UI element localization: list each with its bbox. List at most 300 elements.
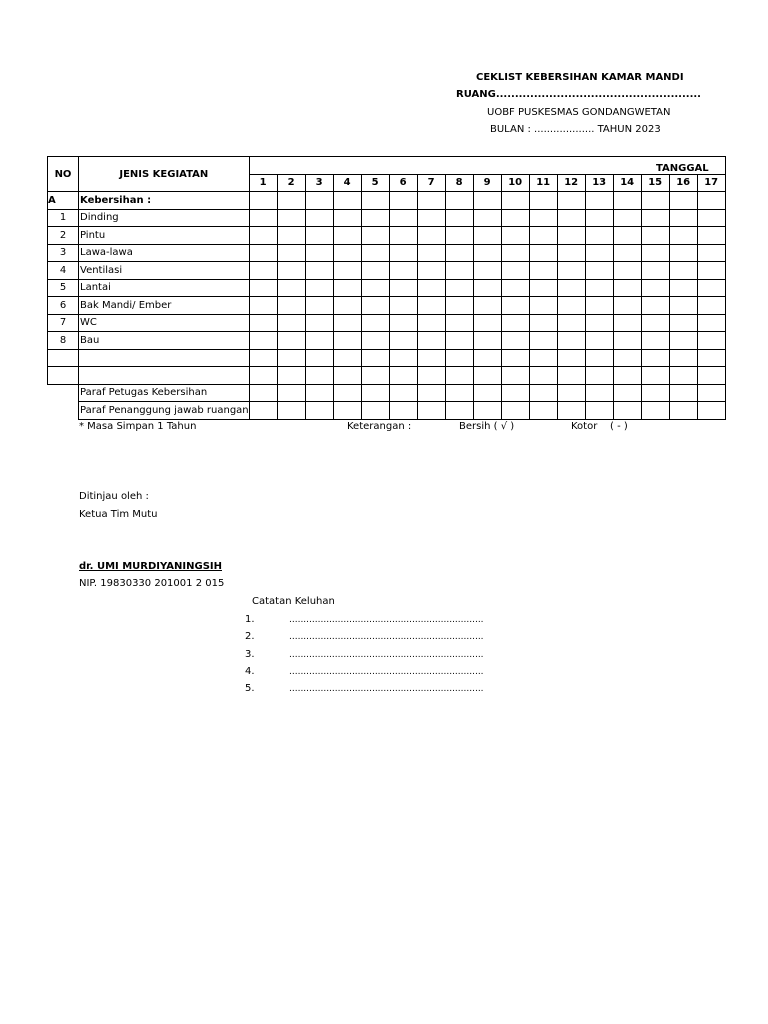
catatan-dotted-line: ....................................................................	[289, 684, 484, 695]
check-cell[interactable]	[641, 262, 669, 280]
catatan-dotted-line: ....................................................................	[289, 666, 484, 677]
check-cell[interactable]	[249, 314, 277, 332]
row-label: Pintu	[79, 227, 250, 245]
check-cell[interactable]	[361, 297, 389, 315]
paraf-petugas-label: Paraf Petugas Kebersihan	[79, 384, 250, 402]
check-cell[interactable]	[305, 262, 333, 280]
check-cell[interactable]	[501, 367, 529, 385]
check-cell[interactable]	[557, 332, 585, 350]
table-row	[48, 209, 726, 227]
day-header: 14	[613, 174, 641, 192]
check-cell[interactable]	[697, 332, 725, 350]
check-cell[interactable]	[557, 367, 585, 385]
row-number: 5	[48, 279, 79, 297]
check-cell[interactable]	[641, 297, 669, 315]
check-cell[interactable]	[249, 384, 277, 402]
check-cell[interactable]	[249, 209, 277, 227]
check-cell[interactable]	[557, 297, 585, 315]
check-cell[interactable]	[529, 384, 557, 402]
check-cell[interactable]	[249, 279, 277, 297]
paraf-penanggung-row	[48, 402, 726, 420]
row-label: Dinding	[79, 209, 250, 227]
check-cell[interactable]	[305, 297, 333, 315]
table-row	[48, 332, 726, 350]
check-cell[interactable]	[417, 314, 445, 332]
check-cell[interactable]	[361, 279, 389, 297]
check-cell[interactable]	[361, 209, 389, 227]
check-cell[interactable]	[277, 192, 305, 210]
kotor-symbol: ( - )	[610, 421, 628, 432]
check-cell[interactable]	[417, 332, 445, 350]
check-cell[interactable]	[697, 402, 725, 420]
check-cell[interactable]	[529, 262, 557, 280]
row-label: Lantai	[79, 279, 250, 297]
check-cell[interactable]	[361, 244, 389, 262]
check-cell[interactable]	[277, 209, 305, 227]
paraf-petugas-row	[48, 384, 726, 402]
check-cell[interactable]	[585, 262, 613, 280]
check-cell[interactable]	[697, 209, 725, 227]
catatan-number: 2.	[245, 631, 255, 643]
day-header: 11	[529, 174, 557, 192]
check-cell[interactable]	[305, 244, 333, 262]
check-cell[interactable]	[557, 262, 585, 280]
check-cell[interactable]	[501, 314, 529, 332]
check-cell[interactable]	[445, 402, 473, 420]
day-header: 5	[361, 174, 389, 192]
check-cell[interactable]	[361, 192, 389, 210]
check-cell[interactable]	[501, 402, 529, 420]
check-cell[interactable]	[529, 367, 557, 385]
check-cell[interactable]	[389, 367, 417, 385]
check-cell[interactable]	[585, 384, 613, 402]
catatan-number: 3.	[245, 648, 255, 660]
masa-simpan-note: * Masa Simpan 1 Tahun	[79, 421, 197, 432]
check-cell[interactable]	[305, 402, 333, 420]
bersih-legend: Bersih ( √ )	[459, 421, 515, 432]
check-cell[interactable]	[305, 384, 333, 402]
check-cell[interactable]	[473, 297, 501, 315]
check-cell[interactable]	[277, 367, 305, 385]
day-header: 17	[697, 174, 725, 192]
check-cell[interactable]	[417, 192, 445, 210]
empty-row	[48, 367, 726, 385]
check-cell[interactable]	[361, 332, 389, 350]
header-no: NO	[48, 157, 79, 192]
check-cell[interactable]	[389, 279, 417, 297]
check-cell[interactable]	[585, 227, 613, 245]
check-cell[interactable]	[249, 402, 277, 420]
check-cell[interactable]	[697, 227, 725, 245]
check-cell[interactable]	[585, 367, 613, 385]
day-header: 2	[277, 174, 305, 192]
check-cell[interactable]	[501, 297, 529, 315]
table-row	[48, 279, 726, 297]
check-cell[interactable]	[277, 402, 305, 420]
check-cell[interactable]	[305, 332, 333, 350]
check-cell[interactable]	[557, 227, 585, 245]
check-cell[interactable]	[277, 332, 305, 350]
check-cell[interactable]	[473, 367, 501, 385]
check-cell[interactable]	[445, 244, 473, 262]
day-header: 12	[557, 174, 585, 192]
check-cell[interactable]	[445, 384, 473, 402]
check-cell[interactable]	[445, 297, 473, 315]
table-row	[48, 297, 726, 315]
check-cell[interactable]	[613, 262, 641, 280]
day-header: 7	[417, 174, 445, 192]
check-cell[interactable]	[697, 367, 725, 385]
check-cell[interactable]	[277, 297, 305, 315]
check-cell[interactable]	[277, 349, 305, 367]
check-cell[interactable]	[305, 209, 333, 227]
check-cell[interactable]	[473, 384, 501, 402]
check-cell[interactable]	[697, 244, 725, 262]
keterangan-label: Keterangan :	[347, 421, 412, 432]
reviewer-nip: NIP. 19830330 201001 2 015	[79, 578, 225, 589]
day-header: 13	[585, 174, 613, 192]
check-cell[interactable]	[697, 192, 725, 210]
check-cell[interactable]	[277, 262, 305, 280]
check-cell[interactable]	[389, 192, 417, 210]
check-cell[interactable]	[305, 349, 333, 367]
check-cell[interactable]	[417, 349, 445, 367]
check-cell[interactable]	[389, 332, 417, 350]
row-number: 3	[48, 244, 79, 262]
check-cell[interactable]	[501, 227, 529, 245]
check-cell[interactable]	[333, 314, 361, 332]
row-label: Bak Mandi/ Ember	[79, 297, 250, 315]
catatan-dotted-line: ....................................................................	[289, 649, 484, 660]
bulan-tahun: BULAN : ................... TAHUN 2023	[490, 124, 661, 135]
paraf-penanggung-label: Paraf Penanggung jawab ruangan	[79, 402, 250, 420]
check-cell[interactable]	[585, 209, 613, 227]
check-cell[interactable]	[333, 192, 361, 210]
header-row-1	[48, 157, 726, 175]
check-cell[interactable]	[417, 279, 445, 297]
catatan-dotted-line: ....................................................................	[289, 632, 484, 643]
check-cell[interactable]	[641, 209, 669, 227]
section-letter: A	[48, 192, 79, 210]
table-row	[48, 244, 726, 262]
header-jenis-kegiatan: JENIS KEGIATAN	[79, 157, 250, 192]
check-cell[interactable]	[501, 384, 529, 402]
check-cell[interactable]	[641, 367, 669, 385]
check-cell[interactable]	[585, 349, 613, 367]
check-cell[interactable]	[445, 314, 473, 332]
check-cell[interactable]	[641, 244, 669, 262]
check-cell[interactable]	[669, 297, 697, 315]
check-cell[interactable]	[641, 192, 669, 210]
table-row	[48, 314, 726, 332]
check-cell[interactable]	[641, 349, 669, 367]
check-cell[interactable]	[669, 367, 697, 385]
check-cell[interactable]	[473, 314, 501, 332]
kotor-legend: Kotor	[571, 421, 598, 432]
check-cell[interactable]	[613, 384, 641, 402]
check-cell[interactable]	[445, 209, 473, 227]
check-cell[interactable]	[361, 262, 389, 280]
check-cell[interactable]	[305, 279, 333, 297]
doc-title: CEKLIST KEBERSIHAN KAMAR MANDI	[476, 72, 684, 83]
check-cell[interactable]	[613, 297, 641, 315]
check-cell[interactable]	[473, 402, 501, 420]
check-cell[interactable]	[249, 192, 277, 210]
check-cell[interactable]	[277, 314, 305, 332]
check-cell[interactable]	[333, 209, 361, 227]
check-cell[interactable]	[501, 332, 529, 350]
check-cell[interactable]	[305, 367, 333, 385]
check-cell[interactable]	[669, 279, 697, 297]
check-cell[interactable]	[333, 332, 361, 350]
catatan-number: 4.	[245, 665, 255, 677]
check-cell[interactable]	[557, 209, 585, 227]
catatan-dotted-line: ....................................................................	[289, 615, 484, 625]
check-cell[interactable]	[361, 402, 389, 420]
check-cell[interactable]	[669, 244, 697, 262]
reviewer-name: dr. UMI MURDIYANINGSIH	[79, 561, 222, 572]
check-cell[interactable]	[473, 279, 501, 297]
check-cell[interactable]	[697, 314, 725, 332]
check-cell[interactable]	[389, 209, 417, 227]
check-cell[interactable]	[697, 279, 725, 297]
row-number: 1	[48, 209, 79, 227]
check-cell[interactable]	[249, 349, 277, 367]
ditinjau-label: Ditinjau oleh :	[79, 491, 149, 502]
check-cell[interactable]	[529, 349, 557, 367]
check-cell[interactable]	[529, 402, 557, 420]
check-cell[interactable]	[585, 314, 613, 332]
row-label: Ventilasi	[79, 262, 250, 280]
check-cell[interactable]	[417, 297, 445, 315]
check-cell[interactable]	[669, 209, 697, 227]
check-cell[interactable]	[529, 332, 557, 350]
day-header: 4	[333, 174, 361, 192]
check-cell[interactable]	[361, 384, 389, 402]
check-cell[interactable]	[473, 349, 501, 367]
check-cell[interactable]	[501, 262, 529, 280]
check-cell[interactable]	[389, 402, 417, 420]
check-cell[interactable]	[305, 192, 333, 210]
check-cell[interactable]	[641, 384, 669, 402]
check-cell[interactable]	[389, 349, 417, 367]
check-cell[interactable]	[333, 244, 361, 262]
header-tanggal: TANGGAL	[249, 157, 725, 175]
check-cell[interactable]	[557, 384, 585, 402]
check-cell[interactable]	[277, 227, 305, 245]
check-cell[interactable]	[669, 227, 697, 245]
check-cell[interactable]	[669, 192, 697, 210]
check-cell[interactable]	[333, 279, 361, 297]
check-cell[interactable]	[501, 192, 529, 210]
check-cell[interactable]	[641, 402, 669, 420]
check-cell[interactable]	[585, 297, 613, 315]
day-header: 9	[473, 174, 501, 192]
day-header: 1	[249, 174, 277, 192]
check-cell[interactable]	[389, 314, 417, 332]
check-cell[interactable]	[613, 402, 641, 420]
check-cell[interactable]	[697, 262, 725, 280]
check-cell[interactable]	[445, 332, 473, 350]
check-cell[interactable]	[473, 209, 501, 227]
row-number: 4	[48, 262, 79, 280]
check-cell[interactable]	[529, 297, 557, 315]
check-cell[interactable]	[249, 332, 277, 350]
check-cell[interactable]	[669, 262, 697, 280]
check-cell[interactable]	[557, 192, 585, 210]
check-cell[interactable]	[529, 244, 557, 262]
row-label: WC	[79, 314, 250, 332]
catatan-title: Catatan Keluhan	[252, 596, 335, 607]
check-cell[interactable]	[557, 279, 585, 297]
row-label: Lawa-lawa	[79, 244, 250, 262]
check-cell[interactable]	[389, 384, 417, 402]
check-cell[interactable]	[641, 314, 669, 332]
check-cell[interactable]	[277, 384, 305, 402]
check-cell[interactable]	[445, 192, 473, 210]
check-cell[interactable]	[445, 367, 473, 385]
check-cell[interactable]	[669, 349, 697, 367]
check-cell[interactable]	[361, 227, 389, 245]
check-cell[interactable]	[613, 244, 641, 262]
check-cell[interactable]	[585, 244, 613, 262]
check-cell[interactable]	[445, 227, 473, 245]
check-cell[interactable]	[669, 314, 697, 332]
check-cell[interactable]	[333, 402, 361, 420]
check-cell[interactable]	[417, 209, 445, 227]
check-cell[interactable]	[669, 384, 697, 402]
check-cell[interactable]	[641, 332, 669, 350]
check-cell[interactable]	[585, 192, 613, 210]
check-cell[interactable]	[557, 349, 585, 367]
check-cell[interactable]	[585, 402, 613, 420]
check-cell[interactable]	[249, 227, 277, 245]
check-cell[interactable]	[333, 227, 361, 245]
row-number: 2	[48, 227, 79, 245]
check-cell[interactable]	[277, 244, 305, 262]
check-cell[interactable]	[473, 192, 501, 210]
check-cell[interactable]	[641, 227, 669, 245]
check-cell[interactable]	[585, 279, 613, 297]
check-cell[interactable]	[557, 314, 585, 332]
check-cell[interactable]	[473, 244, 501, 262]
check-cell[interactable]	[473, 262, 501, 280]
unit-name: UOBF PUSKESMAS GONDANGWETAN	[487, 107, 671, 118]
check-cell[interactable]	[305, 314, 333, 332]
check-cell[interactable]	[557, 402, 585, 420]
check-cell[interactable]	[501, 279, 529, 297]
check-cell[interactable]	[613, 227, 641, 245]
check-cell[interactable]	[361, 349, 389, 367]
check-cell[interactable]	[333, 297, 361, 315]
check-cell[interactable]	[501, 244, 529, 262]
day-header: 10	[501, 174, 529, 192]
section-label: Kebersihan :	[79, 192, 250, 210]
check-cell[interactable]	[613, 279, 641, 297]
section-row	[48, 192, 726, 210]
day-header: 16	[669, 174, 697, 192]
check-cell[interactable]	[613, 209, 641, 227]
check-cell[interactable]	[557, 244, 585, 262]
check-cell[interactable]	[613, 332, 641, 350]
ketua-tim-label: Ketua Tim Mutu	[79, 509, 158, 520]
check-cell[interactable]	[417, 384, 445, 402]
check-cell[interactable]	[585, 332, 613, 350]
check-cell[interactable]	[333, 262, 361, 280]
row-number: 7	[48, 314, 79, 332]
row-number: 8	[48, 332, 79, 350]
check-cell[interactable]	[529, 279, 557, 297]
row-number: 6	[48, 297, 79, 315]
check-cell[interactable]	[613, 349, 641, 367]
check-cell[interactable]	[417, 227, 445, 245]
check-cell[interactable]	[529, 192, 557, 210]
check-cell[interactable]	[473, 227, 501, 245]
day-header: 6	[389, 174, 417, 192]
check-cell[interactable]	[249, 367, 277, 385]
check-cell[interactable]	[669, 402, 697, 420]
check-cell[interactable]	[445, 279, 473, 297]
check-cell[interactable]	[501, 209, 529, 227]
check-cell[interactable]	[417, 367, 445, 385]
day-header: 15	[641, 174, 669, 192]
day-header: 3	[305, 174, 333, 192]
check-cell[interactable]	[613, 314, 641, 332]
check-cell[interactable]	[473, 332, 501, 350]
check-cell[interactable]	[641, 279, 669, 297]
check-cell[interactable]	[249, 297, 277, 315]
check-cell[interactable]	[445, 349, 473, 367]
check-cell[interactable]	[417, 402, 445, 420]
table-row	[48, 262, 726, 280]
check-cell[interactable]	[361, 314, 389, 332]
check-cell[interactable]	[529, 227, 557, 245]
check-cell[interactable]	[417, 262, 445, 280]
row-label: Bau	[79, 332, 250, 350]
check-cell[interactable]	[501, 349, 529, 367]
check-cell[interactable]	[249, 262, 277, 280]
day-header: 8	[445, 174, 473, 192]
check-cell[interactable]	[389, 227, 417, 245]
check-cell[interactable]	[697, 297, 725, 315]
check-cell[interactable]	[389, 262, 417, 280]
check-cell[interactable]	[613, 367, 641, 385]
table-row	[48, 227, 726, 245]
check-cell[interactable]	[277, 279, 305, 297]
check-cell[interactable]	[333, 367, 361, 385]
check-cell[interactable]	[529, 209, 557, 227]
check-cell[interactable]	[389, 244, 417, 262]
check-cell[interactable]	[417, 244, 445, 262]
check-cell[interactable]	[445, 262, 473, 280]
checklist-table	[47, 156, 726, 420]
check-cell[interactable]	[697, 349, 725, 367]
check-cell[interactable]	[305, 227, 333, 245]
check-cell[interactable]	[389, 297, 417, 315]
check-cell[interactable]	[613, 192, 641, 210]
catatan-number: 5.	[245, 683, 255, 695]
catatan-number: 1.	[245, 614, 255, 625]
check-cell[interactable]	[697, 384, 725, 402]
ruang-field: RUANG......................................................	[456, 89, 701, 100]
empty-row	[48, 349, 726, 367]
check-cell[interactable]	[361, 367, 389, 385]
check-cell[interactable]	[333, 349, 361, 367]
check-cell[interactable]	[249, 244, 277, 262]
check-cell[interactable]	[669, 332, 697, 350]
check-cell[interactable]	[333, 384, 361, 402]
check-cell[interactable]	[529, 314, 557, 332]
